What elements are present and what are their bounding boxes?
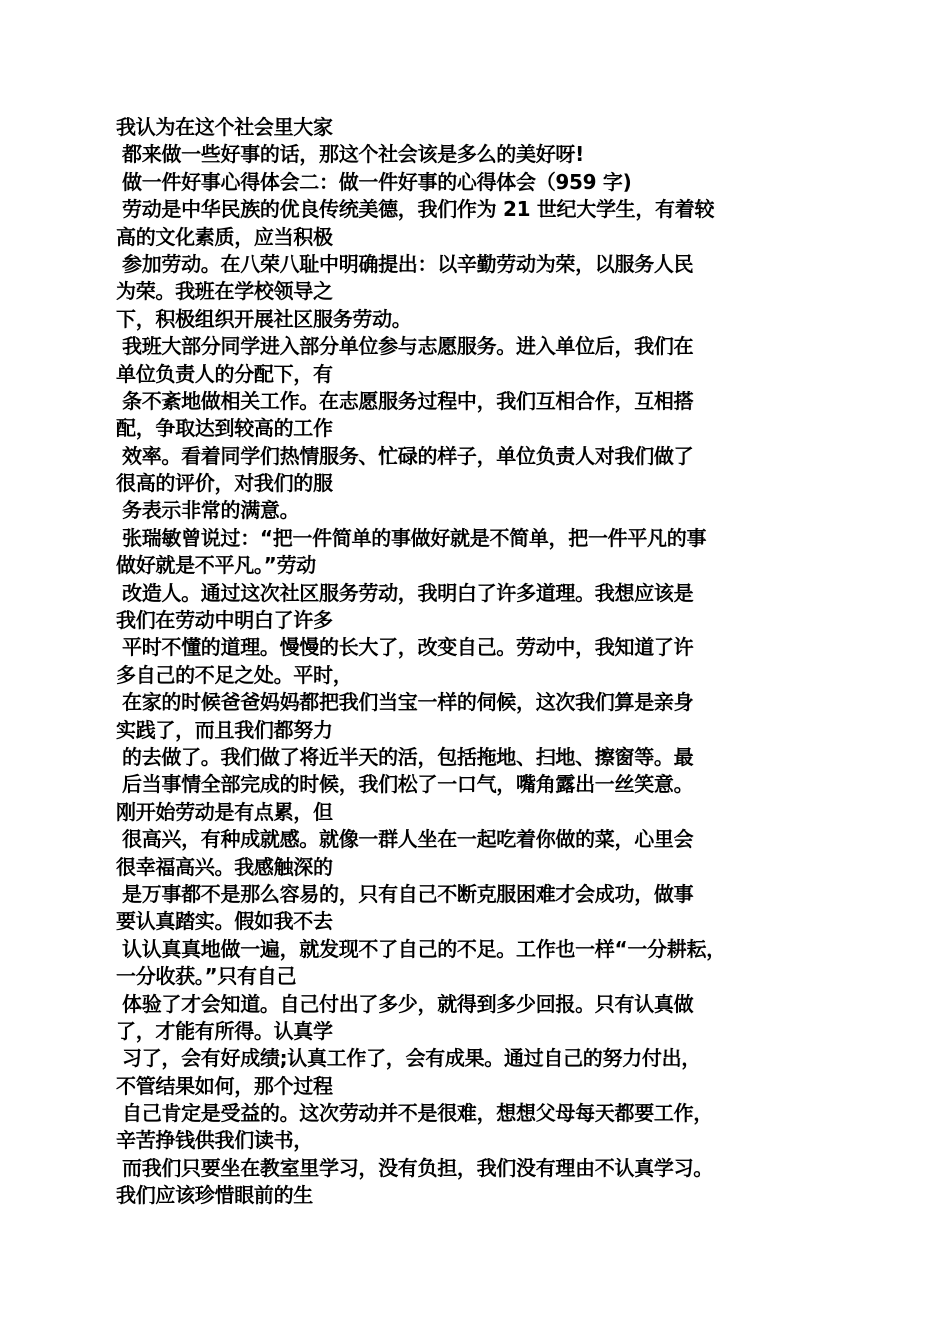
text-line: 改造人。通过这次社区服务劳动，我明白了许多道理。我想应该是: [122, 580, 694, 605]
text-line: 自己肯定是受益的。这次劳动并不是很难，想想父母每天都要工作，: [122, 1101, 713, 1126]
text-line: 而我们只要坐在教室里学习，没有负担，我们没有理由不认真学习。: [122, 1155, 713, 1180]
text-line: 平时不懂的道理。慢慢的长大了，改变自己。劳动中，我知道了许: [122, 635, 694, 660]
text-line: 的去做了。我们做了将近半天的活，包括拖地、扫地、擦窗等。最: [122, 744, 694, 769]
text-line: 张瑞敏曾说过：“把一件简单的事做好就是不简单，把一件平凡的事: [122, 525, 707, 550]
text-line: 我认为在这个社会里大家: [116, 115, 333, 139]
text-line: 劳动是中华民族的优良传统美德，我们作为 21 世纪大学生，有着较: [122, 197, 715, 222]
text-line: 务表示非常的满意。: [122, 498, 300, 523]
text-line: 了，才能有所得。认真学: [116, 1018, 333, 1043]
text-line: 我们应该珍惜眼前的生: [116, 1183, 313, 1208]
text-line: 在家的时候爸爸妈妈都把我们当宝一样的伺候，这次我们算是亲身: [122, 690, 694, 715]
essay-text: [116, 114, 836, 1210]
text-line: 高的文化素质，应当积极: [116, 224, 333, 249]
text-line: 下，积极组织开展社区服务劳动。: [116, 306, 412, 331]
text-line: 不管结果如何，那个过程: [116, 1073, 333, 1098]
text-line: 我们在劳动中明白了许多: [116, 608, 333, 633]
text-line: 单位负责人的分配下，有: [116, 361, 333, 386]
text-line: 要认真踏实。假如我不去: [116, 909, 333, 934]
text-line: 都来做一些好事的话，那这个社会该是多么的美好呀!: [122, 142, 584, 167]
text-line: 体验了才会知道。自己付出了多少，就得到多少回报。只有认真做: [122, 991, 694, 1016]
text-line: 我班大部分同学进入部分单位参与志愿服务。进入单位后，我们在: [122, 334, 694, 359]
text-line: 刚开始劳动是有点累，但: [116, 799, 333, 824]
text-line: 条不紊地做相关工作。在志愿服务过程中，我们互相合作，互相搭: [122, 388, 694, 413]
text-line: 为荣。我班在学校领导之: [116, 279, 333, 304]
text-line: 习了，会有好成绩;认真工作了，会有成果。通过自己的努力付出，: [122, 1046, 701, 1071]
text-line: 一分收获。”只有自己: [116, 964, 297, 989]
text-line: 效率。看着同学们热情服务、忙碌的样子，单位负责人对我们做了: [122, 443, 694, 468]
text-line: 很高兴，有种成就感。就像一群人坐在一起吃着你做的菜，心里会: [122, 827, 694, 852]
text-line: 后当事情全部完成的时候，我们松了一口气，嘴角露出一丝笑意。: [122, 772, 694, 797]
text-line: 很幸福高兴。我感触深的: [116, 854, 333, 879]
text-line: 配，争取达到较高的工作: [116, 416, 333, 441]
text-line: 认认真真地做一遍，就发现不了自己的不足。工作也一样“一分耕耘，: [122, 936, 726, 961]
text-line: 很高的评价，对我们的服: [116, 471, 333, 496]
text-line: 做一件好事心得体会二：做一件好事的心得体会（959 字): [122, 169, 632, 194]
text-line: 是万事都不是那么容易的，只有自己不断克服困难才会成功，做事: [122, 881, 694, 906]
text-line: 多自己的不足之处。平时，: [116, 662, 353, 687]
text-line: 参加劳动。在八荣八耻中明确提出：以辛勤劳动为荣，以服务人民: [122, 251, 694, 276]
text-line: 做好就是不平凡。”劳动: [116, 553, 316, 578]
text-line: 实践了，而且我们都努力: [116, 717, 333, 742]
text-line: 辛苦挣钱供我们读书，: [116, 1128, 313, 1153]
